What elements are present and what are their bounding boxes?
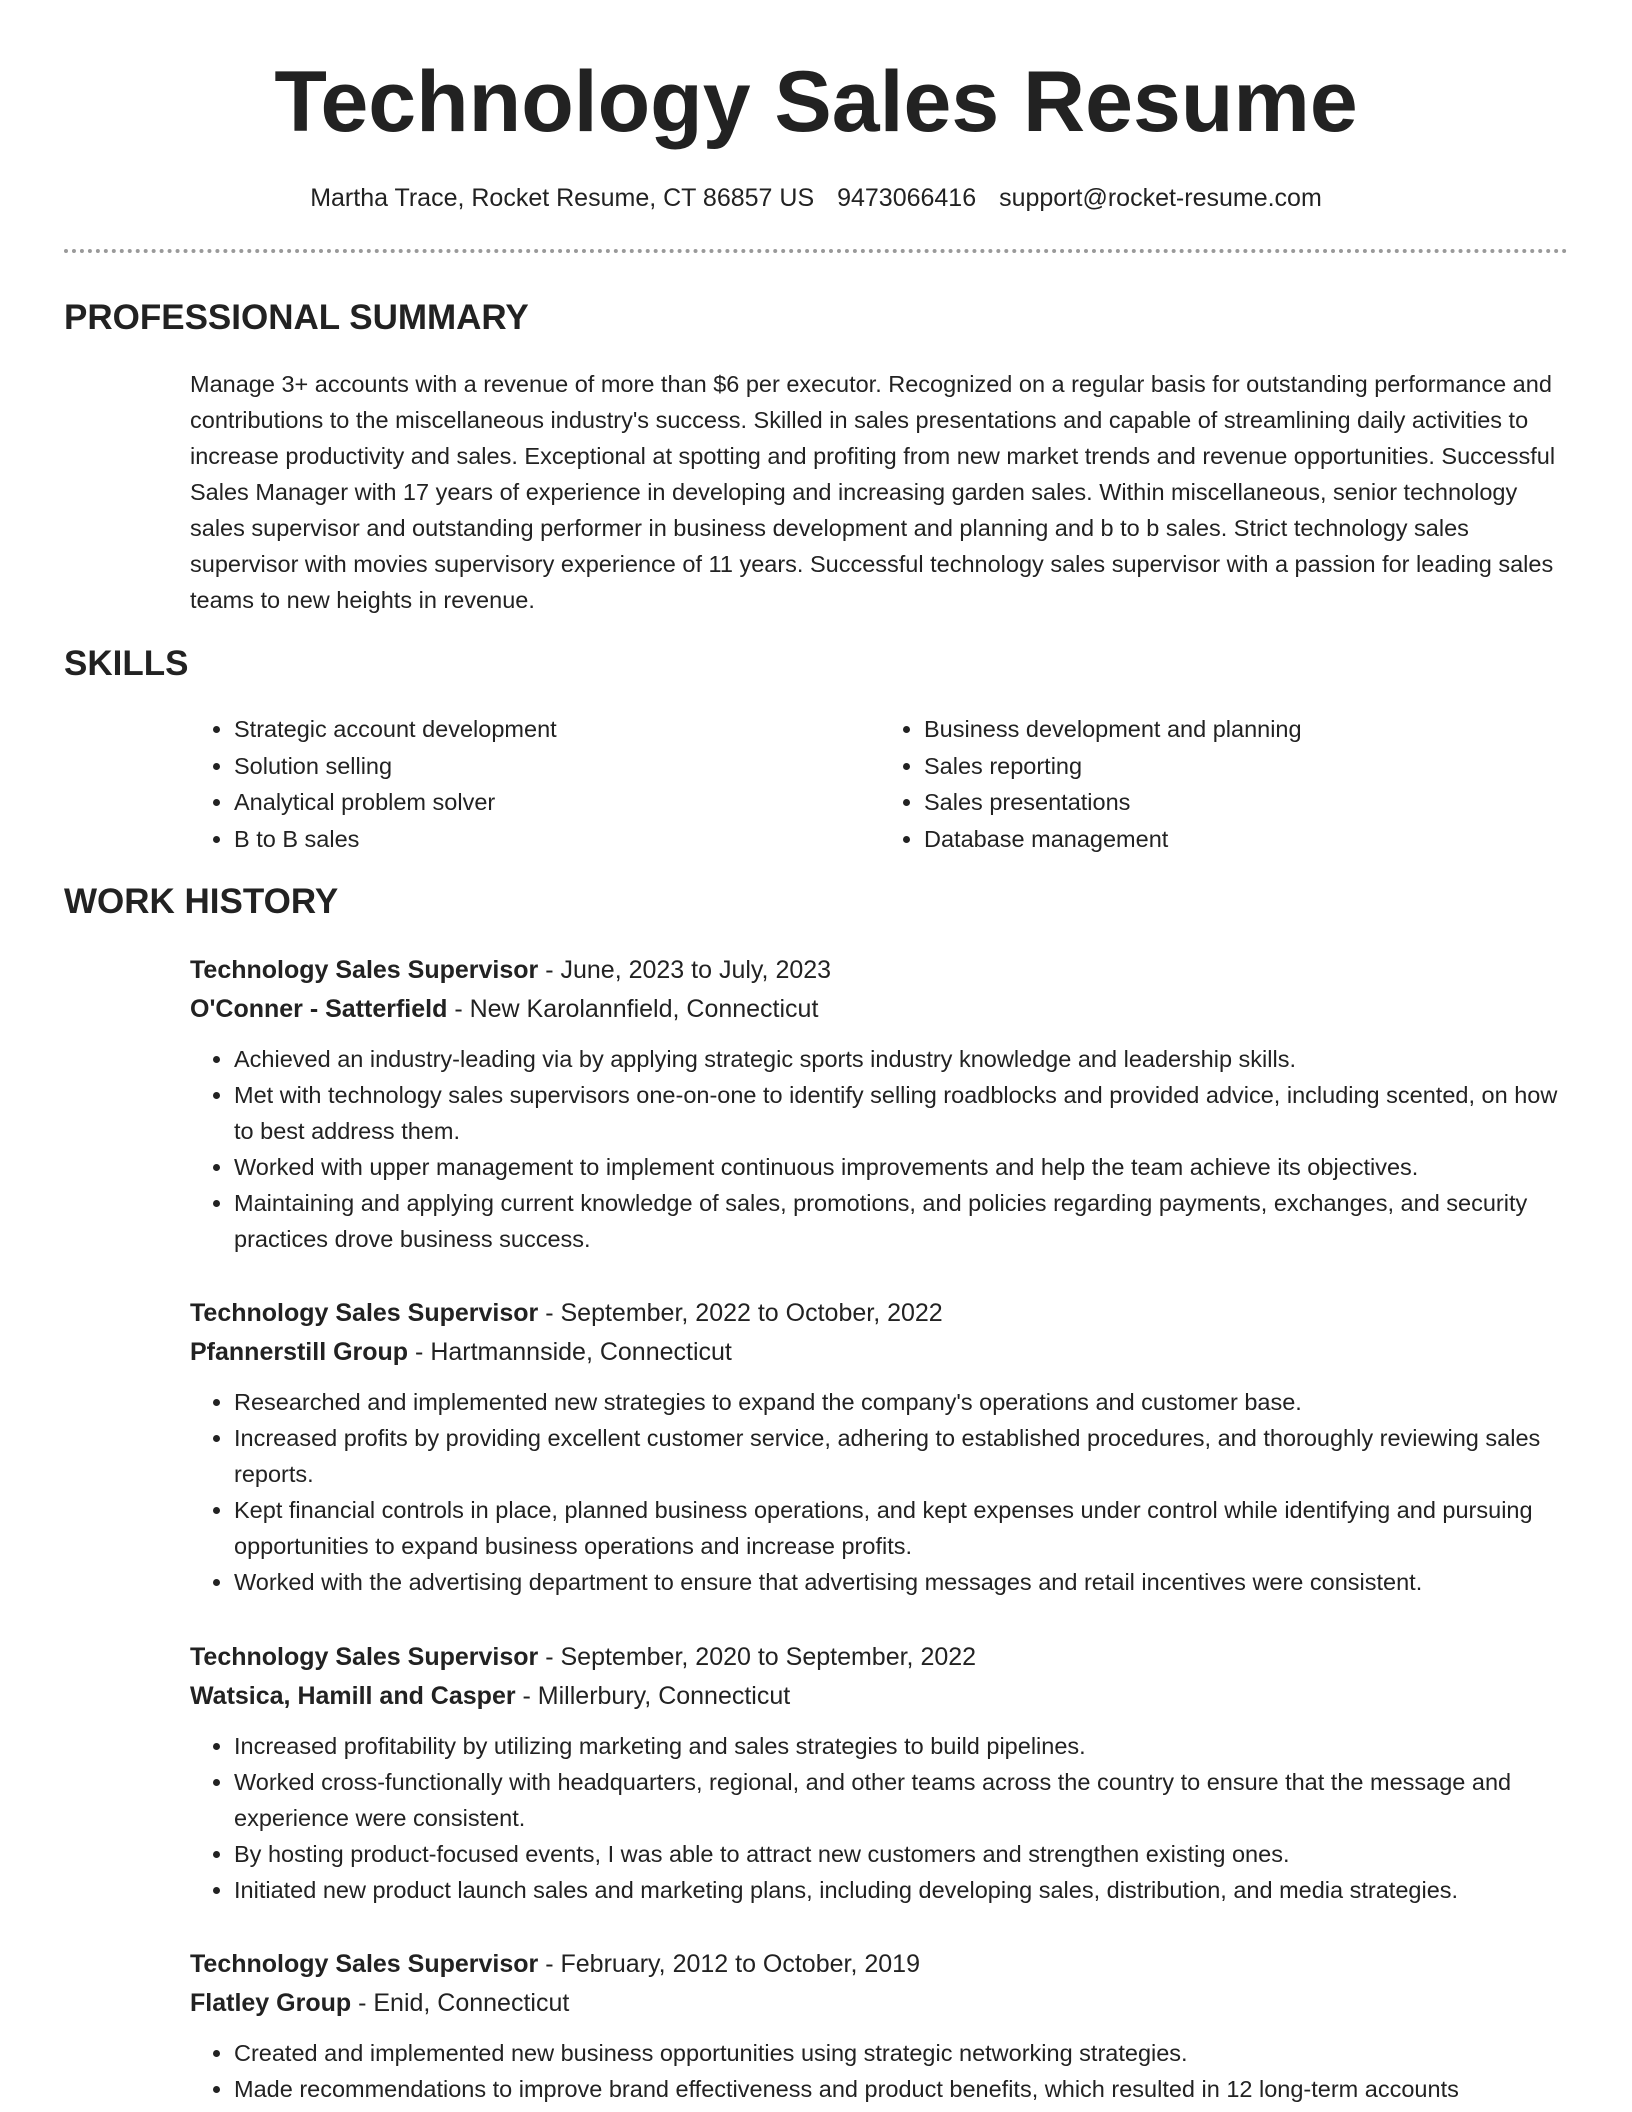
- job-title-line: [190, 1945, 1570, 1984]
- job-company-line: [190, 1333, 1570, 1372]
- skill-item: • Sales reporting: [924, 748, 1570, 785]
- skills-column-right: [880, 711, 1570, 857]
- contact-email: support@rocket-resume.com: [999, 184, 1322, 212]
- job-bullet: • Worked with the advertising department to ensure that advertising messages and retail incentives were consistent.: [234, 1564, 1570, 1600]
- header-divider: [64, 249, 1568, 253]
- summary-heading: PROFESSIONAL SUMMARY: [64, 298, 529, 337]
- job-title-line: [190, 1638, 1570, 1677]
- skill-item: • Sales presentations: [924, 784, 1570, 821]
- skill-item: • Strategic account development: [234, 711, 880, 748]
- job-company: O'Conner - Satterfield: [190, 995, 448, 1023]
- job-bullets: [190, 1041, 1570, 1257]
- job-location: - Enid, Connecticut: [358, 1989, 570, 2017]
- job-title-line: [190, 1294, 1570, 1333]
- skill-item: • Solution selling: [234, 748, 880, 785]
- job-entry: [190, 1945, 1570, 2107]
- job-title: Technology Sales Supervisor: [190, 956, 539, 984]
- skills-column-left: [190, 711, 880, 857]
- job-company-line: [190, 1677, 1570, 1716]
- job-dates: - June, 2023 to July, 2023: [545, 956, 832, 984]
- work-history-heading: WORK HISTORY: [64, 882, 339, 921]
- job-company: Pfannerstill Group: [190, 1338, 409, 1366]
- skill-item: • Database management: [924, 821, 1570, 858]
- skill-item: • Business development and planning: [924, 711, 1570, 748]
- job-bullet: • Maintaining and applying current knowledge of sales, promotions, and policies regarding payments, exchanges, and security practices drove business success.: [234, 1185, 1570, 1257]
- job-bullet: • By hosting product-focused events, I was able to attract new customers and strengthen existing ones.: [234, 1836, 1570, 1872]
- job-bullet: • Made recommendations to improve brand effectiveness and product benefits, which resulted in 12 long-term accounts: [234, 2071, 1570, 2107]
- job-bullet: • Worked with upper management to implement continuous improvements and help the team achieve its objectives.: [234, 1149, 1570, 1185]
- job-bullet: • Worked cross-functionally with headquarters, regional, and other teams across the country to ensure that the message and experience were consistent.: [234, 1764, 1570, 1836]
- job-title: Technology Sales Supervisor: [190, 1299, 539, 1327]
- job-bullets: [190, 2035, 1570, 2107]
- job-bullet: • Kept financial controls in place, planned business operations, and kept expenses under control while identifying and pursuing opportunities to expand business operations and increase profits.: [234, 1492, 1570, 1564]
- job-bullet: • Researched and implemented new strategies to expand the company's operations and customer base.: [234, 1384, 1570, 1420]
- job-company: Watsica, Hamill and Casper: [190, 1682, 516, 1710]
- job-bullet: • Met with technology sales supervisors one-on-one to identify selling roadblocks and provided advice, including scented, on how to best address them.: [234, 1077, 1570, 1149]
- skill-item: • Analytical problem solver: [234, 784, 880, 821]
- job-bullet: • Initiated new product launch sales and marketing plans, including developing sales, distribution, and media strategies.: [234, 1872, 1570, 1908]
- summary-text: Manage 3+ accounts with a revenue of more than $6 per executor. Recognized on a regular basis for outstanding performance and contributions to the miscellaneous industry's success. Skilled in sales presentations and capable of streamlining daily activities to increase productivity and sales. Exceptional at spotting and profiting from new market trends and revenue opportunities. Successful Sales Manager with 17 years of experience in developing and increasing garden sales. Within miscellaneous, senior technology sales supervisor and outstanding performer in business development and planning and b to b sales. Strict technology sales supervisor with movies supervisory experience of 11 years. Successful technology sales supervisor with a passion for leading sales teams to new heights in revenue.: [190, 371, 1556, 613]
- job-dates: - February, 2012 to October, 2019: [545, 1950, 920, 1978]
- job-title: Technology Sales Supervisor: [190, 1643, 539, 1671]
- job-bullets: [190, 1728, 1570, 1908]
- skills-heading: SKILLS: [64, 644, 189, 683]
- job-bullet: • Increased profitability by utilizing marketing and sales strategies to build pipelines.: [234, 1728, 1570, 1764]
- job-title-line: [190, 951, 1570, 990]
- contact-line: [0, 180, 1632, 216]
- job-company: Flatley Group: [190, 1989, 352, 2017]
- job-location: - New Karolannfield, Connecticut: [454, 995, 819, 1023]
- job-entry: [190, 951, 1570, 1257]
- job-dates: - September, 2020 to September, 2022: [545, 1643, 977, 1671]
- job-bullets: [190, 1384, 1570, 1600]
- job-company-line: [190, 1984, 1570, 2023]
- job-entry: [190, 1638, 1570, 1908]
- contact-address: Martha Trace, Rocket Resume, CT 86857 US: [310, 184, 815, 212]
- skill-item: • B to B sales: [234, 821, 880, 858]
- job-location: - Hartmannside, Connecticut: [415, 1338, 732, 1366]
- job-bullet: • Achieved an industry-leading via by applying strategic sports industry knowledge and leadership skills.: [234, 1041, 1570, 1077]
- contact-phone: 9473066416: [837, 184, 977, 212]
- job-bullet: • Created and implemented new business opportunities using strategic networking strategies.: [234, 2035, 1570, 2071]
- skills-grid: [190, 711, 1570, 857]
- job-title: Technology Sales Supervisor: [190, 1950, 539, 1978]
- job-bullet: • Increased profits by providing excellent customer service, adhering to established procedures, and thoroughly reviewing sales reports.: [234, 1420, 1570, 1492]
- job-dates: - September, 2022 to October, 2022: [545, 1299, 943, 1327]
- job-location: - Millerbury, Connecticut: [522, 1682, 791, 1710]
- job-entry: [190, 1294, 1570, 1600]
- job-company-line: [190, 990, 1570, 1029]
- resume-title: Technology Sales Resume: [274, 54, 1358, 150]
